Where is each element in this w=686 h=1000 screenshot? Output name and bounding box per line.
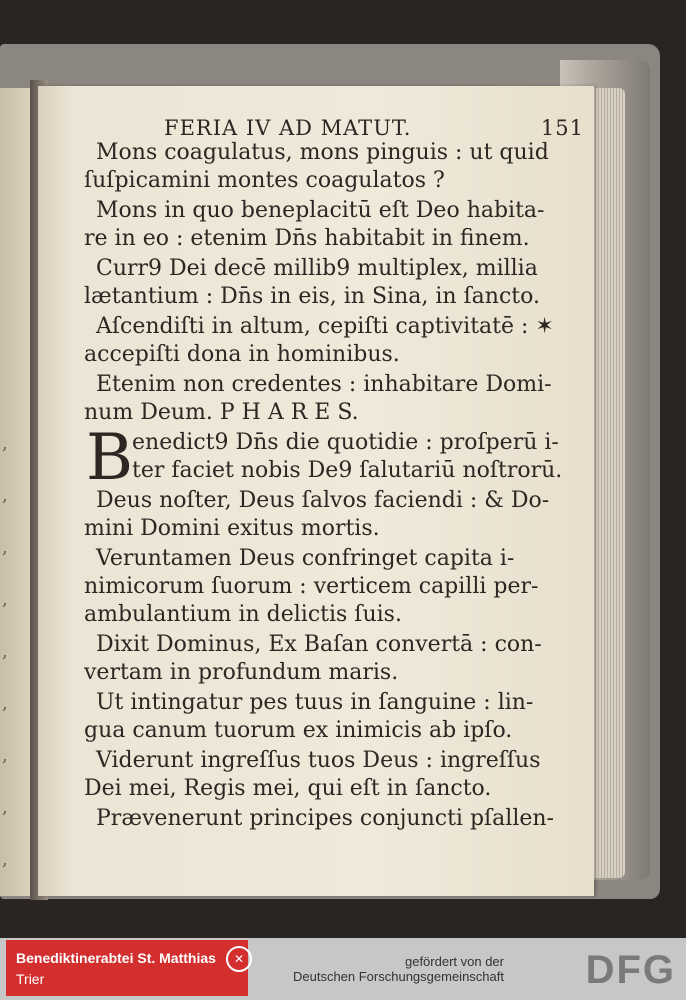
page-text [84, 116, 584, 833]
text-line: Dei mei, Regis mei, qui eſt in ſancto. [84, 776, 492, 801]
text-line: ter faciet nobis De9 ſalutariū noſtrorū. [132, 458, 563, 483]
text-line: Viderunt ingreſſus tuos Deus : ingreſſus [96, 748, 541, 773]
text-line: Mons in quo beneplacitū eſt Deo habita- [96, 198, 545, 223]
funded-by-label: gefördert von der [404, 954, 504, 969]
institution-name: Benediktinerabtei St. Matthias [16, 950, 216, 966]
page-number: 151 [540, 116, 584, 140]
seal-icon: ✕ [226, 946, 252, 972]
dfg-logo[interactable]: DFG [585, 948, 676, 992]
text-line: Etenim non credentes : inhabitare Domi- [96, 372, 552, 397]
text-line: Curr9 Dei decē millib9 multiplex, millia [96, 256, 538, 281]
drop-cap: B [86, 421, 134, 495]
running-head: FERIA IV AD MATUT. [164, 116, 412, 140]
institution-city: Trier [16, 971, 45, 987]
text-line: mini Domini exitus mortis. [84, 516, 380, 541]
text-line: num Deum. P H A R E S. [84, 400, 359, 425]
left-page-marks: , , , , , , , , , [2, 433, 8, 870]
text-line: Dixit Dominus, Ex Baſan convertā : con- [96, 632, 542, 657]
footer-bar [0, 938, 686, 1000]
text-line: re in eo : etenim Dn̄s habitabit in finem. [84, 226, 530, 251]
text-line: Aſcendiſti in altum, cepiſti captivitatē : ✶ [96, 314, 554, 339]
dfg-name: Deutschen Forschungsgemeinschaft [292, 969, 504, 984]
text-line: ſuſpicamini montes coagulatos ? [84, 168, 445, 193]
text-line: enedict9 Dn̄s die quotidie : proſperū i- [132, 430, 559, 455]
institution-logo[interactable] [6, 940, 248, 996]
text-line: ambulantium in delictis ſuis. [84, 602, 402, 627]
text-line: Deus noſter, Deus ſalvos faciendi : & Do- [96, 488, 550, 513]
text-line: vertam in profundum maris. [84, 660, 399, 685]
funding-text [293, 954, 504, 984]
text-line: gua canum tuorum ex inimicis ab ipſo. [84, 718, 513, 743]
text-line: nimicorum ſuorum : verticem capilli per- [84, 574, 539, 599]
dropcap-paragraph [84, 421, 584, 495]
text-line: Ut intingatur pes tuus in ſanguine : lin- [96, 690, 534, 715]
page-header [164, 116, 584, 140]
text-line: Mons coagulatus, mons pinguis : ut quid [96, 140, 549, 165]
text-line: Veruntamen Deus confringet capita i- [96, 546, 515, 571]
text-line: accepiſti dona in hominibus. [84, 342, 400, 367]
book-page [38, 86, 594, 896]
text-line: lætantium : Dn̄s in eis, in Sina, in ſancto. [84, 284, 540, 309]
text-line: Prævenerunt principes conjuncti pſallen- [96, 806, 554, 831]
